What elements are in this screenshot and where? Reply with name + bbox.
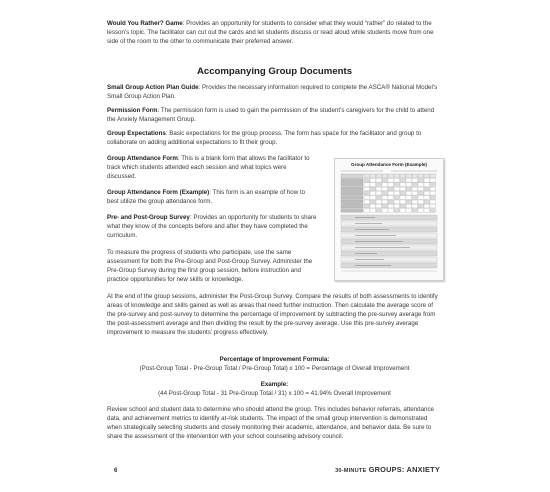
- thumbnail-cell: [394, 209, 400, 213]
- thumbnail-cell: [370, 187, 376, 191]
- thumbnail-row-label: [341, 191, 363, 195]
- thumbnail-cell: [382, 191, 388, 195]
- thumbnail-cell: [376, 187, 382, 191]
- thumbnail-cell: [376, 183, 382, 187]
- figure-title: Group Attendance Form (Example): [351, 162, 427, 167]
- book-title: [335, 465, 440, 474]
- thumbnail-row-label: [341, 183, 363, 187]
- thumbnail-cell: [406, 196, 412, 200]
- thumbnail-cell: [388, 209, 394, 213]
- thumbnail-cell: [406, 174, 412, 178]
- thumbnail-cell: [406, 191, 412, 195]
- thumbnail-cell: [376, 179, 382, 183]
- thumbnail-cell: [388, 183, 394, 187]
- formula-title: [107, 356, 442, 365]
- thumbnail-cell: [388, 204, 394, 208]
- doc-expectations-text: : Basic expectations for the group process. The form has space for the facilitator and group to collaborate on adding additional expectations to fit their group.: [107, 130, 422, 146]
- doc-attendance-text: : This is a blank form that allows the facilitator to track which students attended each session and what topics were discussed.: [107, 155, 310, 180]
- attendance-form-example-image: [334, 158, 444, 281]
- doc-expectations: [107, 130, 442, 148]
- thumbnail-cell: [370, 200, 376, 204]
- formula-title-text: Percentage of Improvement Formula:: [219, 356, 330, 363]
- thumbnail-cell: [406, 187, 412, 191]
- thumbnail-cell: [424, 183, 430, 187]
- thumbnail-cell: [400, 196, 406, 200]
- thumbnail-cell: [376, 200, 382, 204]
- thumbnail-cell: [388, 174, 394, 178]
- thumbnail-cell: [400, 191, 406, 195]
- book-title-main: GROUPS: ANXIETY: [366, 465, 440, 474]
- thumbnail-cell: [418, 187, 424, 191]
- thumbnail-cell: [424, 204, 430, 208]
- thumbnail-cell: [364, 204, 370, 208]
- doc-survey-text: : Provides an opportunity for students to share what they know of the concepts before and after they have completed the curriculum.: [107, 214, 317, 239]
- thumbnail-cell: [418, 174, 424, 178]
- thumbnail-row-label: [341, 187, 363, 191]
- thumbnail-cell: [388, 196, 394, 200]
- thumbnail-cell: [430, 183, 436, 187]
- thumbnail-cell: [364, 179, 370, 183]
- thumbnail-cell: [388, 200, 394, 204]
- thumbnail-cell: [382, 174, 388, 178]
- thumbnail-cell: [412, 200, 418, 204]
- thumbnail-cell: [412, 204, 418, 208]
- thumbnail-cell: [400, 204, 406, 208]
- thumbnail-cell: [424, 200, 430, 204]
- thumbnail-cell: [394, 174, 400, 178]
- thumbnail-cell: [430, 209, 436, 213]
- thumbnail-row-label: [341, 204, 363, 208]
- thumbnail-cell: [364, 187, 370, 191]
- doc-survey: [107, 214, 317, 241]
- thumbnail-cell: [364, 196, 370, 200]
- doc-permission-text: : The permission form is used to gain the permission of the student’s caregivers for the child to attend the Anxiety Management Group.: [107, 107, 435, 123]
- thumbnail-cell: [418, 179, 424, 183]
- doc-permission-term: Permission Form: [107, 107, 158, 114]
- doc-attendance-example: [107, 189, 317, 207]
- intro-text: : Provides an opportunity for students to consider what they would “rather” do related to the lesson’s topic. The facilitator can cut out the cards and let students discuss or read aloud while students move from one side of the room to the other to communicate their preferred answer.: [107, 20, 434, 45]
- thumbnail-cell: [406, 200, 412, 204]
- thumbnail-cell: [418, 183, 424, 187]
- thumbnail-cell: [418, 209, 424, 213]
- doc-attendance-example-term: Group Attendance Form (Example): [107, 189, 210, 196]
- intro-term: Would You Rather? Game: [107, 20, 183, 27]
- thumbnail-cell: [364, 209, 370, 213]
- thumbnail-cell: [370, 174, 376, 178]
- thumbnail-cell: [382, 209, 388, 213]
- thumbnail-cell: [364, 200, 370, 204]
- thumbnail-row-label: [341, 209, 363, 213]
- thumbnail-cell: [400, 200, 406, 204]
- attendance-form-thumbnail: [335, 159, 443, 280]
- thumbnail-cell: [382, 187, 388, 191]
- example-title: [107, 381, 442, 390]
- end-paragraph: At the end of the group sessions, administer the Post-Group Survey. Compare the results of both assessments to identify areas of knowledge and skills gained as well as areas that need further instruction. Then calculate the average score of the pre-survey and post-survey to determine the percentage of improvement by subtracting the pre-survey average from the post-assessment average and then dividing the result by the pre-survey average. Use this pre-survey average improvement to measure the students’ progress effectively.: [107, 293, 438, 336]
- thumbnail-cell: [430, 191, 436, 195]
- thumbnail-cell: [430, 179, 436, 183]
- thumbnail-cell: [430, 174, 436, 178]
- thumbnail-cell: [376, 204, 382, 208]
- thumbnail-cell: [412, 196, 418, 200]
- thumbnail-cell: [412, 179, 418, 183]
- thumbnail-cell: [424, 187, 430, 191]
- doc-sgap-term: Small Group Action Plan Guide: [107, 84, 199, 91]
- thumbnail-cell: [370, 209, 376, 213]
- page-number: 6: [114, 467, 118, 474]
- thumbnail-cell: [430, 187, 436, 191]
- formula-text: (Post-Group Total - Pre-Group Total / Pre-Group Total) x 100 = Percentage of Overall Improvement: [139, 365, 410, 372]
- section-heading: Accompanying Group Documents: [196, 66, 353, 77]
- thumbnail-cell: [418, 196, 424, 200]
- thumbnail-cell: [394, 187, 400, 191]
- thumbnail-cell: [364, 183, 370, 187]
- book-title-prefix: 30-MINUTE: [335, 468, 367, 474]
- thumbnail-cell: [406, 179, 412, 183]
- thumbnail-cell: [388, 191, 394, 195]
- thumbnail-cell: [364, 191, 370, 195]
- doc-attendance-example-text: : This form is an example of how to best utilize the group attendance form.: [107, 189, 306, 205]
- thumbnail-cell: [394, 204, 400, 208]
- thumbnail-cell: [400, 183, 406, 187]
- doc-permission: [107, 107, 442, 125]
- thumbnail-row-label: [341, 200, 363, 204]
- thumbnail-cell: [370, 191, 376, 195]
- thumbnail-cell: [388, 187, 394, 191]
- thumbnail-cell: [376, 191, 382, 195]
- intro-paragraph: [107, 20, 442, 47]
- thumbnail-cell: [376, 209, 382, 213]
- thumbnail-cell: [418, 200, 424, 204]
- thumbnail-cell: [406, 204, 412, 208]
- thumbnail-cell: [406, 209, 412, 213]
- doc-attendance: [107, 155, 317, 182]
- thumbnail-cell: [394, 191, 400, 195]
- thumbnail-cell: [394, 183, 400, 187]
- thumbnail-cell: [412, 174, 418, 178]
- example-title-text: Example:: [260, 381, 289, 388]
- thumbnail-cell: [424, 174, 430, 178]
- thumbnail-cell: [400, 174, 406, 178]
- thumbnail-cell: [376, 174, 382, 178]
- review-paragraph: Review school and student data to determine who should attend the group. This includes behavior referrals, attendance data, and achievement metrics to identify at-risk students. The impact of the small group intervention is demonstrated when strategically selecting students and closely monitoring their academic, attendance, and behavior data. Be sure to share the assessment of the intervention with your school counseling advisory council.: [107, 406, 434, 440]
- thumbnail-cell: [412, 191, 418, 195]
- thumbnail-cell: [400, 187, 406, 191]
- thumbnail-cell: [424, 196, 430, 200]
- thumbnail-cell: [382, 179, 388, 183]
- thumbnail-cell: [418, 204, 424, 208]
- thumbnail-cell: [394, 196, 400, 200]
- doc-survey-term: Pre- and Post-Group Survey: [107, 214, 190, 221]
- thumbnail-cell: [370, 196, 376, 200]
- doc-sgap: [107, 84, 442, 102]
- thumbnail-cell: [424, 209, 430, 213]
- doc-expectations-term: Group Expectations: [107, 130, 166, 137]
- thumbnail-cell: [430, 200, 436, 204]
- thumbnail-cell: [406, 183, 412, 187]
- thumbnail-cell: [382, 200, 388, 204]
- measure-paragraph: To measure the progress of students who participate, use the same assessment for both the Pre-Group and Post-Group Survey. Administer the Pre-Group Survey during the first group session, before instruction and practice opportunities for new skills or knowledge.: [107, 249, 313, 283]
- thumbnail-cell: [394, 200, 400, 204]
- thumbnail-cell: [400, 209, 406, 213]
- thumbnail-cell: [376, 196, 382, 200]
- thumbnail-cell: [418, 191, 424, 195]
- thumbnail-cell: [400, 179, 406, 183]
- thumbnail-cell: [382, 204, 388, 208]
- thumbnail-cell: [370, 183, 376, 187]
- example-text: (44 Post-Group Total - 31 Pre-Group Total / 31) x 100 = 41.94% Overall Improvement: [158, 390, 391, 397]
- thumbnail-row-label: [341, 196, 363, 200]
- doc-sgap-text: : Provides the necessary information required to complete the ASCA® National Model’s Small Group Action Plan.: [107, 84, 438, 100]
- thumbnail-cell: [424, 191, 430, 195]
- thumbnail-cell: [424, 179, 430, 183]
- thumbnail-cell: [388, 179, 394, 183]
- thumbnail-cell: [370, 179, 376, 183]
- thumbnail-cell: [412, 187, 418, 191]
- thumbnail-cell: [364, 174, 370, 178]
- thumbnail-cell: [382, 183, 388, 187]
- thumbnail-cell: [394, 179, 400, 183]
- thumbnail-row-label: [341, 179, 363, 183]
- thumbnail-cell: [382, 196, 388, 200]
- thumbnail-cell: [430, 204, 436, 208]
- thumbnail-cell: [412, 209, 418, 213]
- doc-attendance-term: Group Attendance Form: [107, 155, 178, 162]
- thumbnail-cell: [430, 196, 436, 200]
- thumbnail-cell: [370, 204, 376, 208]
- thumbnail-cell: [412, 183, 418, 187]
